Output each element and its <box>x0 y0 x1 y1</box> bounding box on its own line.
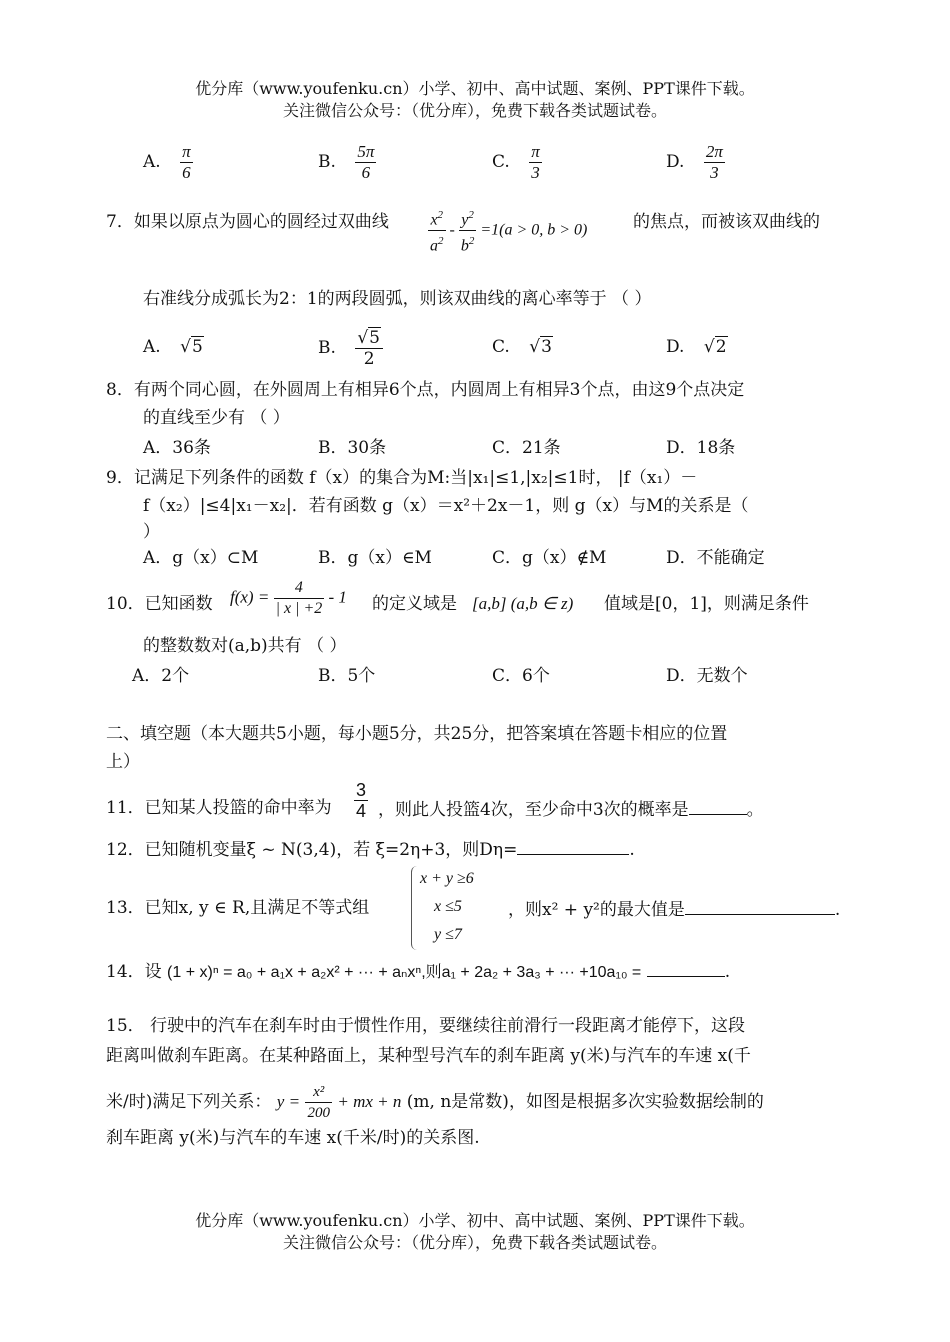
q12-answer-blank[interactable] <box>517 836 629 855</box>
q9-option-a: A．g（x）⊂M <box>143 548 259 568</box>
q15-line-4: 刹车距离 y(米)与汽车的车速 x(千米/时)的关系图. <box>106 1128 480 1148</box>
q8-line-2: 的直线至少有 （ ） <box>143 408 290 428</box>
q10-domain: [a,b] (a,b ∈ z) <box>472 594 574 613</box>
q7-option-c: C. √3 <box>492 337 552 357</box>
q6-option-b: B. $\frac{5\pi}{6}$ <box>318 142 375 182</box>
q12-line: 12．已知随机变量ξ ~ N(3,4)，若 ξ=2η+3，则Dη= . <box>106 836 635 862</box>
q6-option-d: D. $\frac{2\pi}{3}$ <box>666 142 723 182</box>
q11-suffix: ，则此人投篮4次，至少命中3次的概率是 。 <box>378 796 764 822</box>
q8-option-c: C．21条 <box>492 438 561 458</box>
q9-line-3: ） <box>143 522 160 542</box>
q13-condition-2: x ≤5 <box>434 898 462 915</box>
q10-option-c: C．6个 <box>492 666 550 686</box>
q7-option-d: D. √2 <box>666 337 727 357</box>
q15-line-3: 米/时)满足下列关系： y = $\frac{\text{x²}}{200}$ + mx + n (m, n是常数)，如图是根据多次实验数据绘制的 <box>106 1084 764 1121</box>
header-line-1: 优分库（www.youfenku.cn）小学、初中、高中试题、案例、PPT课件下载。 <box>195 79 755 98</box>
q15-line-1: 15． 行驶中的汽车在刹车时由于惯性作用，要继续往前滑行一段距离才能停下，这段 <box>106 1016 746 1036</box>
q10-function: f(x) = $\frac{4}{| x | +2}$ - 1 <box>230 579 347 617</box>
q7-option-b: B. $\frac{√5}{2}$ <box>318 328 383 369</box>
q13-prefix: 13．已知x, y ∈ R,且满足不等式组 <box>106 898 370 918</box>
q9-option-d: D．不能确定 <box>666 548 765 568</box>
footer-line-2: 关注微信公众号：（优分库），免费下载各类试题试卷。 <box>282 1233 667 1252</box>
q11-prefix: 11．已知某人投篮的命中率为 <box>106 798 332 818</box>
header-line-2: 关注微信公众号：（优分库），免费下载各类试题试卷。 <box>282 101 667 120</box>
q7-line-1: 7．如果以原点为圆心的圆经过双曲线 <box>106 212 389 232</box>
q8-option-a: A．36条 <box>143 438 211 458</box>
q9-option-c: C．g（x）∉M <box>492 548 607 568</box>
q8-option-d: D．18条 <box>666 438 736 458</box>
q8-option-b: B．30条 <box>318 438 387 458</box>
q13-condition-3: y ≤7 <box>434 926 462 943</box>
q7-line-1-suffix: 的焦点，而被该双曲线的 <box>633 212 820 232</box>
q6-option-a: A. $\frac{\pi}{6}$ <box>143 142 191 182</box>
q9-line-2: f（x₂）|≤4|x₁－x₂|．若有函数 g（x）＝x²＋2x－1，则 g（x）与M的关系是（ <box>143 496 749 516</box>
footer-line-1: 优分库（www.youfenku.cn）小学、初中、高中试题、案例、PPT课件下载。 <box>195 1211 755 1230</box>
q15-line-2: 距离叫做刹车距离。在某种路面上，某种型号汽车的刹车距离 y(米)与汽车的车速 x(千 <box>106 1046 751 1066</box>
q7-line-2: 右准线分成弧长为2：1的两段圆弧，则该双曲线的离心率等于 （ ） <box>143 289 652 309</box>
page-footer <box>0 1210 950 1254</box>
q10-option-a: A．2个 <box>132 666 190 686</box>
q11-answer-blank[interactable] <box>689 796 747 815</box>
q10-prefix: 10．已知函数 <box>106 594 213 614</box>
q10-option-b: B．5个 <box>318 666 376 686</box>
q10-mid: 的定义域是 <box>372 594 457 614</box>
q14-line: 14．设 (1 + x)ⁿ = a₀ + a₁x + a₂x² + ··· + aₙxⁿ,则a₁ + 2a₂ + 3a₃ + ··· +10a₁₀ = . <box>106 958 730 985</box>
section-2-heading-line-2: 上） <box>106 752 140 772</box>
q9-line-1: 9．记满足下列条件的函数 f（x）的集合为M:当|x₁|≤1,|x₂|≤1时， |f（x₁）－ <box>106 468 698 488</box>
q7-hyperbola-formula: $\frac{x^2}{a^2}$ - $\frac{y^2}{b^2}$ =1(a > 0, b > 0) <box>428 205 587 257</box>
q13-condition-1: x + y ≥6 <box>420 870 474 887</box>
section-2-heading-line-1: 二、填空题（本大题共5小题，每小题5分，共25分，把答案填在答题卡相应的位置 <box>106 724 728 744</box>
page-header <box>0 78 950 122</box>
q9-option-b: B．g（x）∈M <box>318 548 432 568</box>
q10-line-2: 的整数数对(a,b)共有 （ ） <box>143 636 347 656</box>
q6-option-c: C. $\frac{\pi}{3}$ <box>492 142 540 182</box>
q7-option-a: A. √5 <box>143 337 203 357</box>
q13-suffix: ，则x² + y²的最大值是 . <box>508 896 840 922</box>
q13-inequality-system <box>411 866 502 950</box>
q10-suffix: 值域是[0，1]，则满足条件 <box>604 594 809 614</box>
q11-fraction: $\frac{3}{4}$ <box>356 780 367 821</box>
q14-answer-blank[interactable] <box>647 958 725 977</box>
q10-option-d: D．无数个 <box>666 666 748 686</box>
q13-answer-blank[interactable] <box>685 896 835 915</box>
q8-line-1: 8．有两个同心圆，在外圆周上有相异6个点，内圆周上有相异3个点，由这9个点决定 <box>106 380 745 400</box>
